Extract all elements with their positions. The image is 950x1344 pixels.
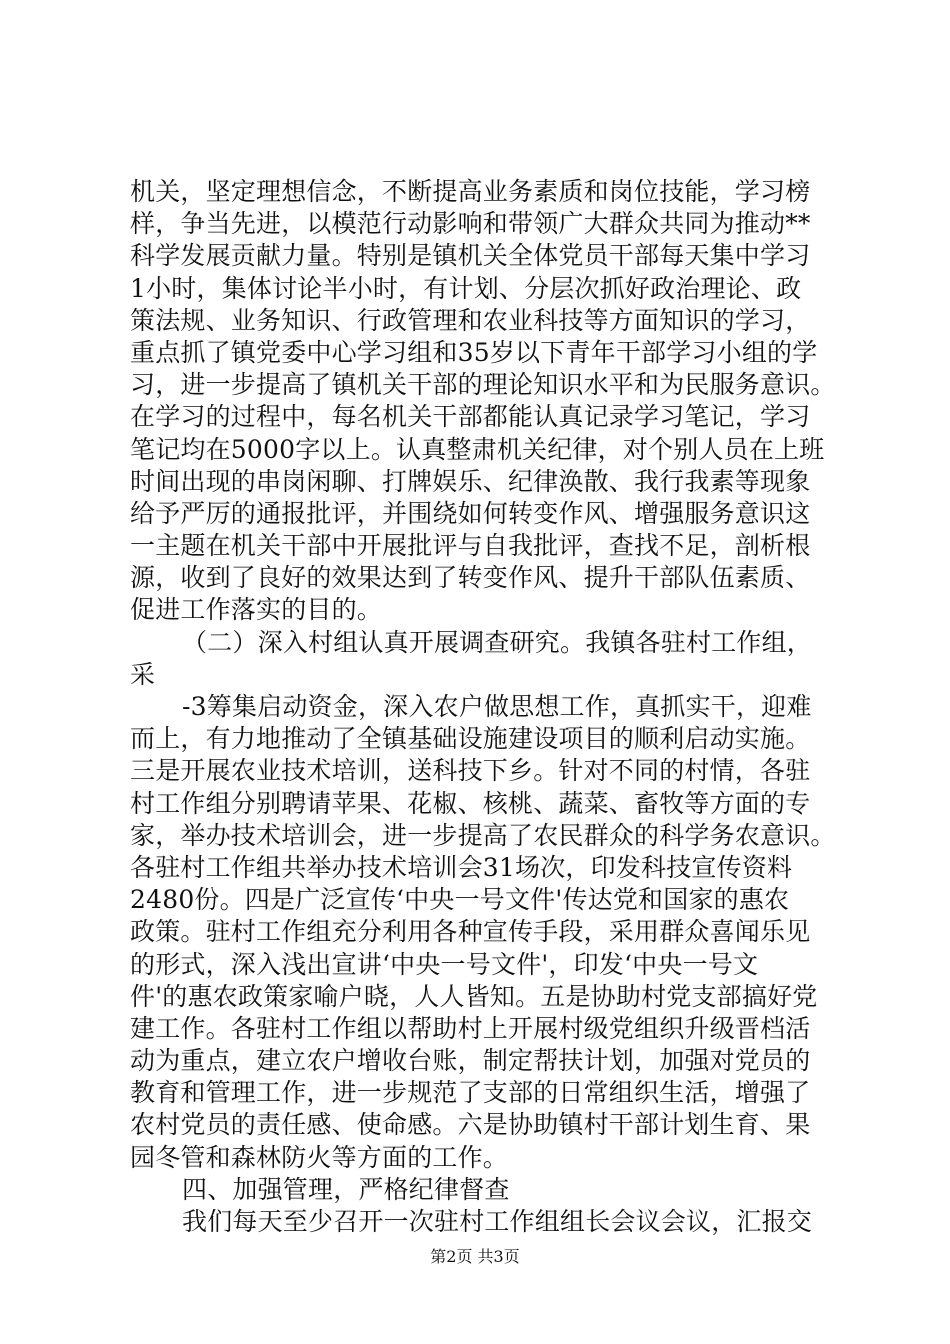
text-line: 2480份。四是广泛宣传‘中央一号文件'传达党和国家的惠农 [130, 885, 790, 915]
text-line: 策法规、业务知识、行政管理和农业科技等方面知识的学习， [130, 305, 811, 335]
text-line: 采 [130, 659, 156, 689]
text-line: -3筹集启动资金，深入农户做思想工作，真抓实干，迎难 [182, 692, 812, 721]
section-heading: 四、加强管理，严格纪律督查 [182, 1174, 510, 1204]
text-line: 1小时，集体讨论半小时，有计划、分层次抓好政治理论、政 [130, 273, 802, 303]
text-line: 习，进一步提高了镇机关干部的理论知识水平和为民服务意识。 [130, 370, 836, 400]
text-line: 笔记均在5000字以上。认真整肃机关纪律，对个别人员在上班 [130, 434, 825, 464]
text-line: 科学发展贡献力量。特别是镇机关全体党员干部每天集中学习 [130, 241, 811, 271]
document-body [130, 176, 836, 1238]
text-line: 时间出现的串岗闲聊、打牌娱乐、纪律涣散、我行我素等现象 [130, 466, 811, 496]
text-line: 农村党员的责任感、使命感。六是协助镇村干部计划生育、果 [130, 1110, 811, 1140]
section-heading: （二）深入村组认真开展调查研究。我镇各驻村工作组， [182, 627, 813, 657]
text-line: 的形式，深入浅出宣讲‘中央一号文件'，印发‘中央一号文 [130, 949, 759, 979]
text-line: 建工作。各驻村工作组以帮助村上开展村级党组织升级晋档活 [130, 1013, 811, 1043]
text-line: 给予严厉的通报批评，并围绕如何转变作风、增强服务意识这 [130, 498, 811, 528]
text-line: 村工作组分别聘请苹果、花椒、核桃、蔬菜、畜牧等方面的专 [130, 788, 811, 818]
text-line: 样，争当先进，以模范行动影响和带领广大群众共同为推动** [130, 209, 811, 239]
text-line: 一主题在机关干部中开展批评与自我批评，查找不足，剖析根 [130, 531, 811, 561]
text-line: 园冬管和森林防火等方面的工作。 [130, 1142, 509, 1172]
text-line: 件'的惠农政策家喻户晓，人人皆知。五是协助村党支部搞好党 [130, 981, 818, 1011]
text-line: 各驻村工作组共举办技术培训会31场次，印发科技宣传资料 [130, 852, 793, 882]
text-line: 我们每天至少召开一次驻村工作组组长会议会议，汇报交 [182, 1207, 813, 1236]
text-line: 机关，坚定理想信念，不断提高业务素质和岗位技能，学习榜 [130, 177, 811, 206]
text-line: 重点抓了镇党委中心学习组和35岁以下青年干部学习小组的学 [130, 337, 818, 367]
text-line: 教育和管理工作，进一步规范了支部的日常组织生活，增强了 [130, 1078, 811, 1108]
text-line: 在学习的过程中，每名机关干部都能认真记录学习笔记，学习 [130, 402, 811, 432]
text-line: 家，举办技术培训会，进一步提高了农民群众的科学务农意识。 [130, 820, 836, 850]
text-line: 而上，有力地推动了全镇基础设施建设项目的顺利启动实施。 [130, 724, 811, 754]
page-footer: 第2页 共3页 [430, 1247, 520, 1266]
text-line: 三是开展农业技术培训，送科技下乡。针对不同的村情，各驻 [130, 756, 811, 786]
text-line: 促进工作落实的目的。 [130, 595, 383, 625]
text-line: 政策。驻村工作组充分利用各种宣传手段，采用群众喜闻乐见 [130, 917, 811, 947]
text-line: 动为重点，建立农户增收台账，制定帮扶计划，加强对党员的 [130, 1046, 811, 1076]
text-line: 源，收到了良好的效果达到了转变作风、提升干部队伍素质、 [130, 563, 811, 593]
